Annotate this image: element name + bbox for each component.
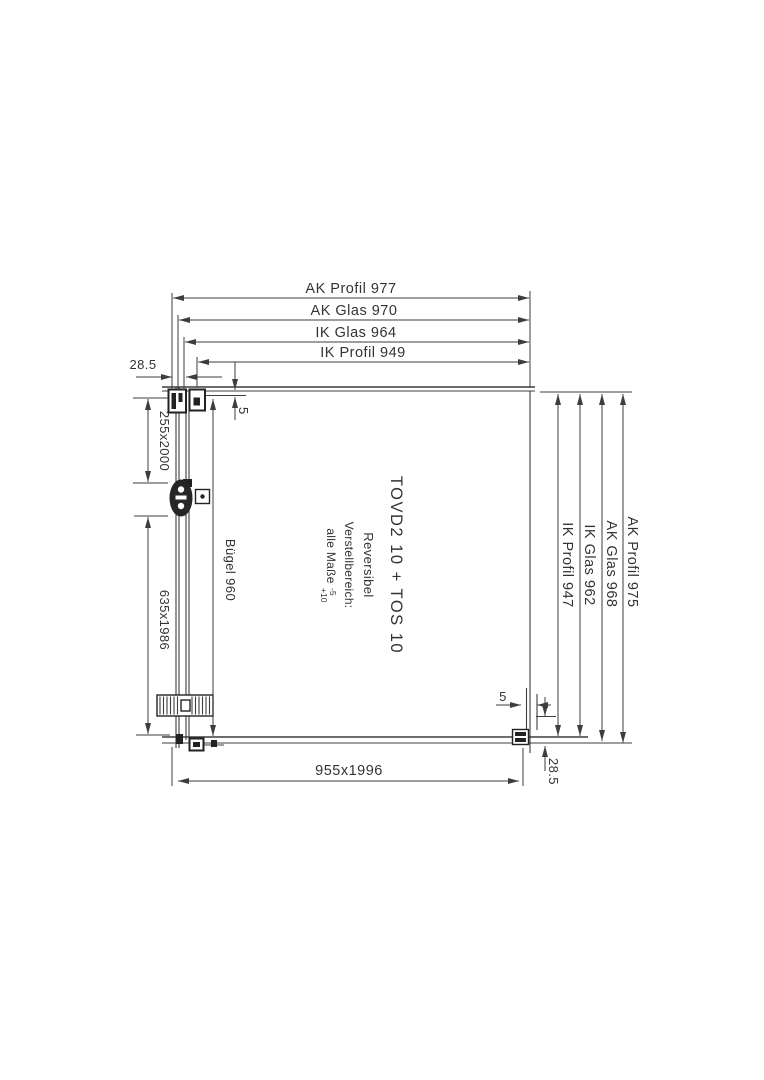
dim-left-lower-label: 635x1986 xyxy=(157,589,172,651)
dim-buegel-label: Bügel 960 xyxy=(223,538,238,602)
tolerance-minus-text: -5 xyxy=(328,588,338,596)
product-code-text: TOVD2 10 + TOS 10 xyxy=(387,475,405,655)
gap-top-label: 5 xyxy=(236,407,251,415)
dim-right-ik-profil-label: IK Profil 947 xyxy=(559,522,575,608)
top-hinge-block-right xyxy=(190,390,206,411)
bottom-right-fitting xyxy=(513,730,529,745)
tolerance-plus-text: +10 xyxy=(319,588,329,603)
top-hinge-block-left xyxy=(169,390,187,413)
offset-top-left-label: 28.5 xyxy=(129,357,157,372)
reversible-text: Reversibel xyxy=(361,532,376,598)
dim-right-ik-glas-label: IK Glas 962 xyxy=(581,524,597,606)
all-dimensions-text: alle Maße xyxy=(324,528,338,584)
gap-bottom-right-label: 5 xyxy=(499,689,507,704)
offset-bottom-right-label: 28.5 xyxy=(546,758,561,785)
dim-bottom-label: 955x1996 xyxy=(315,763,383,779)
dim-right-ak-glas-label: AK Glas 968 xyxy=(603,520,619,608)
dim-top-ik-profil-label: IK Profil 949 xyxy=(320,345,406,361)
buegel-bracket xyxy=(157,695,213,716)
dim-top-ak-profil-label: AK Profil 977 xyxy=(305,281,397,297)
dim-right-ak-profil-label: AK Profil 975 xyxy=(624,516,640,608)
dim-top-ik-glas-label: IK Glas 964 xyxy=(315,325,397,341)
adjustment-range-text: Verstellbereich: xyxy=(342,521,356,609)
dim-top-ak-glas-label: AK Glas 970 xyxy=(310,303,398,319)
dim-left-upper-label: 255x2000 xyxy=(157,410,172,472)
